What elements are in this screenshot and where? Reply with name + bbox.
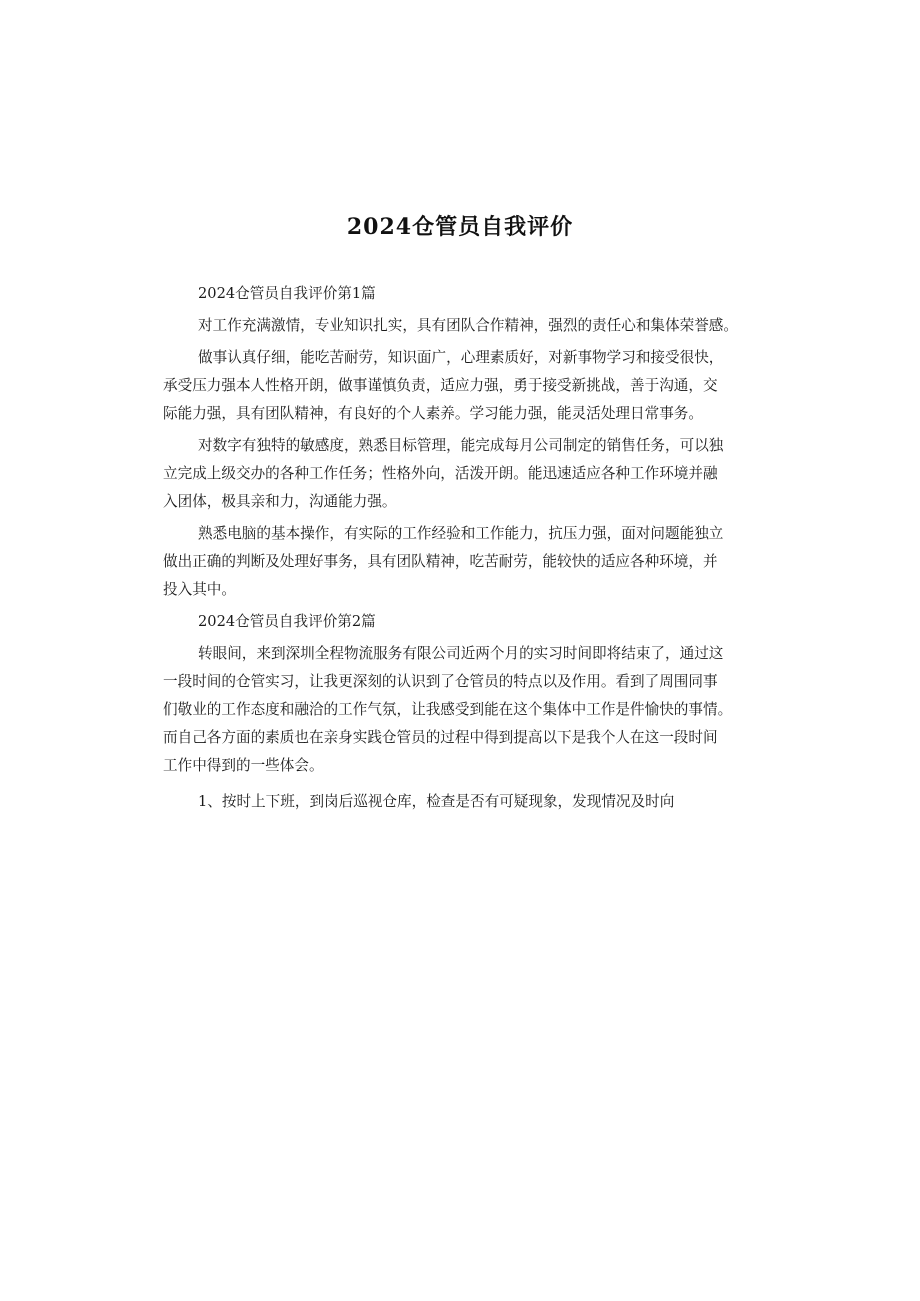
paragraph-line: 承受压力强本人性格开朗，做事谨慎负责，适应力强，勇于接受新挑战，善于沟通，交 [163, 377, 718, 394]
paragraph-line: 一段时间的仓管实习，让我更深刻的认识到了仓管员的特点以及作用。看到了周围同事 [163, 673, 718, 690]
paragraph-line: 做出正确的判断及处理好事务，具有团队精神，吃苦耐劳，能较快的适应各种环境，并 [163, 553, 718, 570]
paragraph-line: 转眼间，来到深圳全程物流服务有限公司近两个月的实习时间即将结束了，通过这 [198, 645, 724, 662]
paragraph-line: 1、按时上下班，到岗后巡视仓库，检查是否有可疑现象，发现情况及时向 [198, 793, 675, 810]
section-heading-1: 2024仓管员自我评价第1篇 [198, 285, 376, 302]
paragraph-line: 投入其中。 [163, 581, 236, 598]
paragraph-line: 们敬业的工作态度和融洽的工作气氛，让我感受到能在这个集体中工作是件愉快的事情。 [163, 701, 733, 718]
paragraph-line: 对数字有独特的敏感度，熟悉目标管理，能完成每月公司制定的销售任务，可以独 [198, 437, 724, 454]
paragraph-line: 工作中得到的一些体会。 [163, 757, 324, 774]
paragraph-line: 而自己各方面的素质也在亲身实践仓管员的过程中得到提高以下是我个人在这一段时间 [163, 729, 718, 746]
section-heading-2: 2024仓管员自我评价第2篇 [198, 613, 376, 630]
document-title: 2024仓管员自我评价 [346, 214, 574, 240]
document-body [163, 280, 763, 816]
paragraph-line: 熟悉电脑的基本操作，有实际的工作经验和工作能力，抗压力强，面对问题能独立 [198, 525, 724, 542]
paragraph-line: 入团体，极具亲和力，沟通能力强。 [163, 493, 397, 510]
paragraph-line: 对工作充满激情，专业知识扎实，具有团队合作精神，强烈的责任心和集体荣誉感。 [198, 317, 738, 334]
paragraph-line: 际能力强，具有团队精神，有良好的个人素养。学习能力强，能灵活处理日常事务。 [163, 405, 703, 422]
paragraph-line: 做事认真仔细，能吃苦耐劳，知识面广，心理素质好，对新事物学习和接受很快， [198, 349, 724, 366]
paragraph-line: 立完成上级交办的各种工作任务；性格外向，活泼开朗。能迅速适应各种工作环境并融 [163, 465, 718, 482]
